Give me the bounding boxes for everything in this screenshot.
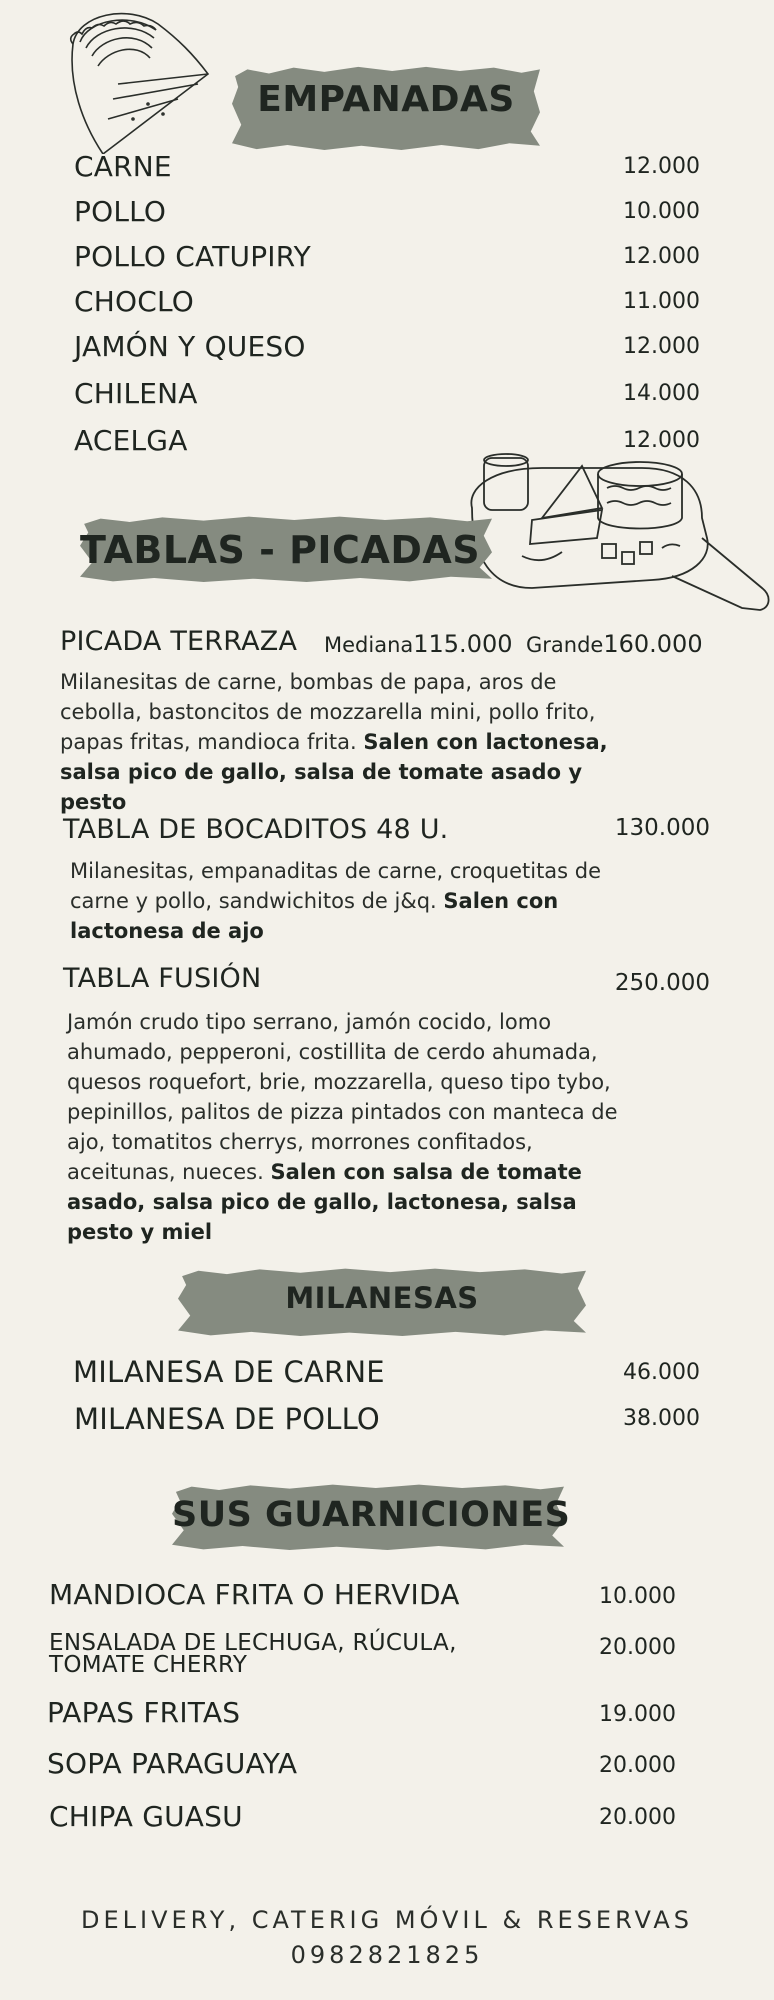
fusion-desc-bold: Salen con salsa de tomate asado, salsa pico de gallo, lactonesa, salsa pesto y miel xyxy=(67,1160,582,1244)
milanesa-price-carne: 46.000 xyxy=(623,1360,700,1385)
guarnicion-price-papas: 19.000 xyxy=(599,1702,676,1727)
guarnicion-item-chipa: CHIPA GUASU xyxy=(49,1800,243,1833)
picada-terraza-description xyxy=(60,667,644,817)
picada-terraza-name: PICADA TERRAZA xyxy=(60,626,298,657)
empanada-item-jamon-queso: JAMÓN Y QUESO xyxy=(74,330,306,363)
empanada-item-pollo: POLLO xyxy=(74,195,167,228)
bocaditos-name: TABLA DE BOCADITOS 48 U. xyxy=(63,814,449,845)
empanada-price-acelga: 12.000 xyxy=(623,428,700,453)
empanada-price-chilena: 14.000 xyxy=(623,381,700,406)
milanesas-title: MILANESAS xyxy=(285,1281,479,1315)
picada-size-mediana xyxy=(324,630,513,658)
empanada-item-acelga: ACELGA xyxy=(74,424,188,457)
bocaditos-desc-bold: Salen con lactonesa de ajo xyxy=(70,889,559,943)
fusion-name: TABLA FUSIÓN xyxy=(63,963,262,994)
bocaditos-desc-text: Milanesitas, empanaditas de carne, croquetitas de carne y pollo, sandwichitos de j&q. xyxy=(70,859,602,913)
empanada-item-carne: CARNE xyxy=(74,150,172,183)
guarnicion-price-ensalada: 20.000 xyxy=(599,1635,676,1660)
fusion-price: 250.000 xyxy=(614,970,710,996)
picada-size-grande xyxy=(526,630,703,658)
picada-size1-price: 115.000 xyxy=(413,630,513,658)
empanada-item-chilena: CHILENA xyxy=(74,377,198,410)
empanada-item-pollo-catupiry: POLLO CATUPIRY xyxy=(74,240,311,273)
guarnicion-price-chipa: 20.000 xyxy=(599,1805,676,1830)
milanesa-item-carne: MILANESA DE CARNE xyxy=(73,1355,385,1389)
footer-services: DELIVERY, CATERIG MÓVIL & RESERVAS xyxy=(80,1906,693,1934)
guarnicion-item-mandioca: MANDIOCA FRITA O HERVIDA xyxy=(49,1578,460,1611)
picada-size2-label: Grande xyxy=(526,633,604,657)
picada-size2-price: 160.000 xyxy=(603,630,703,658)
milanesa-price-pollo: 38.000 xyxy=(623,1406,700,1431)
empanada-price-pollo: 10.000 xyxy=(623,199,700,224)
guarnicion-price-sopa: 20.000 xyxy=(599,1753,676,1778)
bocaditos-price: 130.000 xyxy=(614,815,710,841)
tablas-title: TABLAS - PICADAS xyxy=(80,528,481,572)
bocaditos-description xyxy=(70,856,630,946)
guarnicion-price-mandioca: 10.000 xyxy=(599,1584,676,1609)
empanada-price-jamon-queso: 12.000 xyxy=(623,334,700,359)
empanadas-title: EMPANADAS xyxy=(257,79,515,120)
milanesa-item-pollo: MILANESA DE POLLO xyxy=(74,1402,380,1436)
footer-phone: 0982821825 xyxy=(290,1941,484,1969)
empanada-item-choclo: CHOCLO xyxy=(74,285,195,318)
guarnicion-item-papas: PAPAS FRITAS xyxy=(47,1696,241,1729)
picada-size1-label: Mediana xyxy=(324,633,414,657)
guarniciones-title: SUS GUARNICIONES xyxy=(172,1495,571,1535)
guarnicion-item-sopa: SOPA PARAGUAYA xyxy=(47,1747,298,1780)
fusion-desc-text: Jamón crudo tipo serrano, jamón cocido, lomo ahumado, pepperoni, costillita de cerdo ahumada, quesos roquefort, brie, mozzarella, queso tipo tybo, pepinillos, palitos de pizza pintados con manteca de ajo, tomatitos cherrys, morrones confitados, aceitunas, nueces. xyxy=(67,1010,618,1184)
fusion-description xyxy=(67,1007,632,1247)
empanada-price-pollo-catupiry: 12.000 xyxy=(623,244,700,269)
guarnicion-item-ensalada: ENSALADA DE LECHUGA, RÚCULA, TOMATE CHERRY xyxy=(49,1630,457,1678)
picada-board-illustration xyxy=(462,448,774,646)
picada-desc-bold: Salen con lactonesa, salsa pico de gallo, salsa de tomate asado y pesto xyxy=(60,730,608,814)
empanada-price-choclo: 11.000 xyxy=(623,289,700,314)
empanada-price-carne: 12.000 xyxy=(623,154,700,179)
picada-desc-text: Milanesitas de carne, bombas de papa, aros de cebolla, bastoncitos de mozzarella mini, pollo frito, papas fritas, mandioca frita. xyxy=(60,670,596,754)
empanadas-illustration xyxy=(58,4,213,154)
